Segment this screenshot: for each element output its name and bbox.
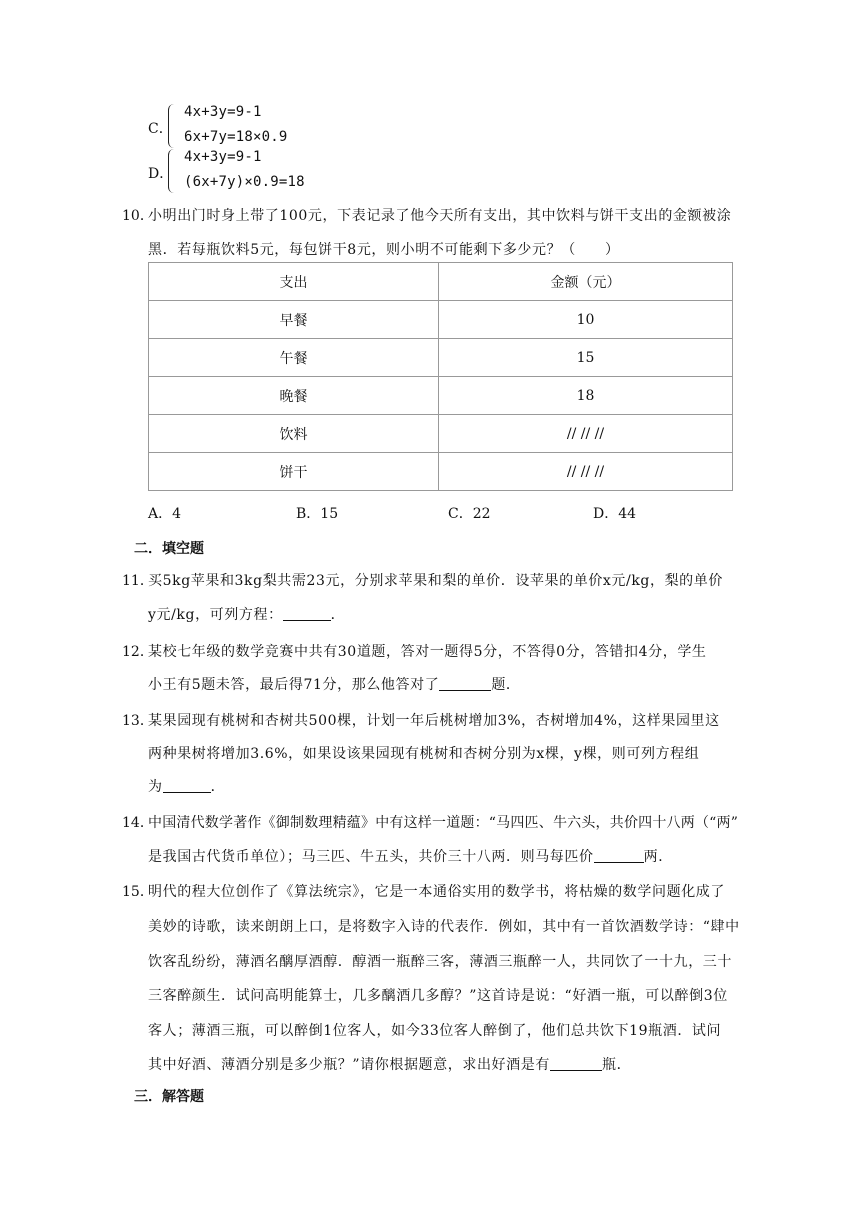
answer-blank bbox=[439, 676, 491, 691]
table-cell: 晚餐 bbox=[149, 377, 439, 415]
question-text: 饮客乱纷纷，薄酒名醨厚酒醇．醇酒一瓶醉三客，薄酒三瓶醉一人，共同饮了一十九，三十 bbox=[148, 954, 732, 970]
table-row bbox=[149, 339, 733, 377]
question-text: 两种果树将增加3.6%，如果设该果园现有桃树和杏树分别为x棵，y棵，则可列方程组 bbox=[148, 746, 700, 762]
answer-choice-c: C．22 bbox=[448, 506, 491, 522]
table-row bbox=[149, 415, 733, 453]
question-text-line3 bbox=[148, 776, 225, 796]
question-text: 其中好酒、薄酒分别是多少瓶？”请你根据题意，求出好酒是有 bbox=[148, 1057, 550, 1073]
question-number: 15． bbox=[122, 884, 154, 900]
option-c-eq1: 4x+3y=9-1 bbox=[184, 104, 262, 120]
question-text-line6 bbox=[148, 1054, 631, 1074]
question-number: 13． bbox=[122, 713, 154, 729]
answer-blank bbox=[550, 1056, 602, 1071]
answer-blank bbox=[594, 848, 644, 863]
question-text: ． bbox=[330, 607, 346, 623]
brace-icon bbox=[168, 104, 179, 148]
question-number: 14． bbox=[122, 815, 154, 831]
question-text: y元/kg，可列方程： bbox=[148, 607, 283, 623]
answer-blank bbox=[283, 606, 331, 621]
table-cell: 午餐 bbox=[149, 339, 439, 377]
question-text: 瓶． bbox=[601, 1057, 632, 1073]
table-row bbox=[149, 301, 733, 339]
table-row bbox=[149, 453, 733, 491]
question-number: 10． bbox=[122, 208, 154, 224]
question-text: 某果园现有桃树和杏树共500棵，计划一年后桃树增加3%，杏树增加4%，这样果园里这 bbox=[148, 713, 720, 729]
table-cell: 早餐 bbox=[149, 301, 439, 339]
table-header-row bbox=[149, 263, 733, 301]
option-c-label: C． bbox=[148, 121, 173, 137]
question-text: 黑．若每瓶饮料5元，每包饼干8元，则小明不可能剩下多少元？（ ） bbox=[148, 242, 620, 258]
question-text: 小王有5题未答，最后得71分，那么他答对了 bbox=[148, 677, 440, 693]
section-heading: 三．解答题 bbox=[134, 1089, 204, 1105]
question-text: 小明出门时身上带了100元，下表记录了他今天所有支出，其中饮料与饼干支出的金额被涂 bbox=[148, 208, 732, 224]
question-text: 两． bbox=[643, 849, 673, 865]
table-cell: 饮料 bbox=[149, 415, 439, 453]
question-text: 是我国古代货币单位）；马三匹、牛五头，共价三十八两．则马每匹价 bbox=[148, 849, 594, 865]
option-d-eq1: 4x+3y=9-1 bbox=[184, 149, 262, 165]
question-text: ． bbox=[210, 779, 226, 795]
question-text: 美妙的诗歌，读来朗朗上口，是将数字入诗的代表作．例如，其中有一首饮酒数学诗：“肆中 bbox=[148, 919, 740, 935]
table-cell: 10 bbox=[439, 301, 733, 339]
table-cell: 18 bbox=[439, 377, 733, 415]
table-row bbox=[149, 377, 733, 415]
option-d-eq2: (6x+7y)×0.9=18 bbox=[184, 174, 305, 190]
question-text-line2 bbox=[148, 604, 345, 624]
option-d-label: D． bbox=[148, 166, 174, 182]
question-number: 11． bbox=[122, 573, 154, 589]
question-text: 明代的程大位创作了《算法统宗》，它是一本通俗实用的数学书，将枯燥的数学问题化成了 bbox=[148, 884, 725, 900]
question-text: 三客醉颜生．试问高明能算士，几多醨酒几多醇？”这首诗是说：“好酒一瓶，可以醉倒3位 bbox=[148, 988, 728, 1004]
table-cell: 15 bbox=[439, 339, 733, 377]
brace-icon bbox=[168, 149, 179, 193]
answer-blank bbox=[163, 778, 211, 793]
table-cell: // // // bbox=[439, 415, 733, 453]
question-text: 某校七年级的数学竞赛中共有30道题，答对一题得5分，不答得0分，答错扣4分，学生 bbox=[148, 644, 707, 660]
question-number: 12． bbox=[122, 644, 154, 660]
question-text: 中国清代数学著作《御制数理精蕴》中有这样一道题：“马四匹、牛六头，共价四十八两（“两” bbox=[148, 815, 739, 831]
question-text-line2 bbox=[148, 674, 521, 694]
question-text: 为 bbox=[148, 779, 163, 795]
answer-choice-b: B．15 bbox=[296, 506, 339, 522]
option-c-eq2: 6x+7y=18×0.9 bbox=[184, 129, 288, 145]
table-cell: // // // bbox=[439, 453, 733, 491]
question-text: 题． bbox=[491, 677, 521, 693]
answer-choice-a: A．4 bbox=[148, 506, 182, 522]
section-heading: 二．填空题 bbox=[134, 541, 204, 557]
expense-table bbox=[148, 262, 733, 491]
table-header-cell: 金额（元） bbox=[439, 263, 733, 301]
table-cell: 饼干 bbox=[149, 453, 439, 491]
answer-choice-d: D．44 bbox=[593, 506, 637, 522]
table-header-cell: 支出 bbox=[149, 263, 439, 301]
question-text: 买5kg苹果和3kg梨共需23元，分别求苹果和梨的单价．设苹果的单价x元/kg，梨的单价 bbox=[148, 573, 723, 589]
question-text-line2 bbox=[148, 846, 673, 866]
question-text: 客人；薄酒三瓶，可以醉倒1位客人，如今33位客人醉倒了，他们总共饮下19瓶酒．试问 bbox=[148, 1023, 722, 1039]
